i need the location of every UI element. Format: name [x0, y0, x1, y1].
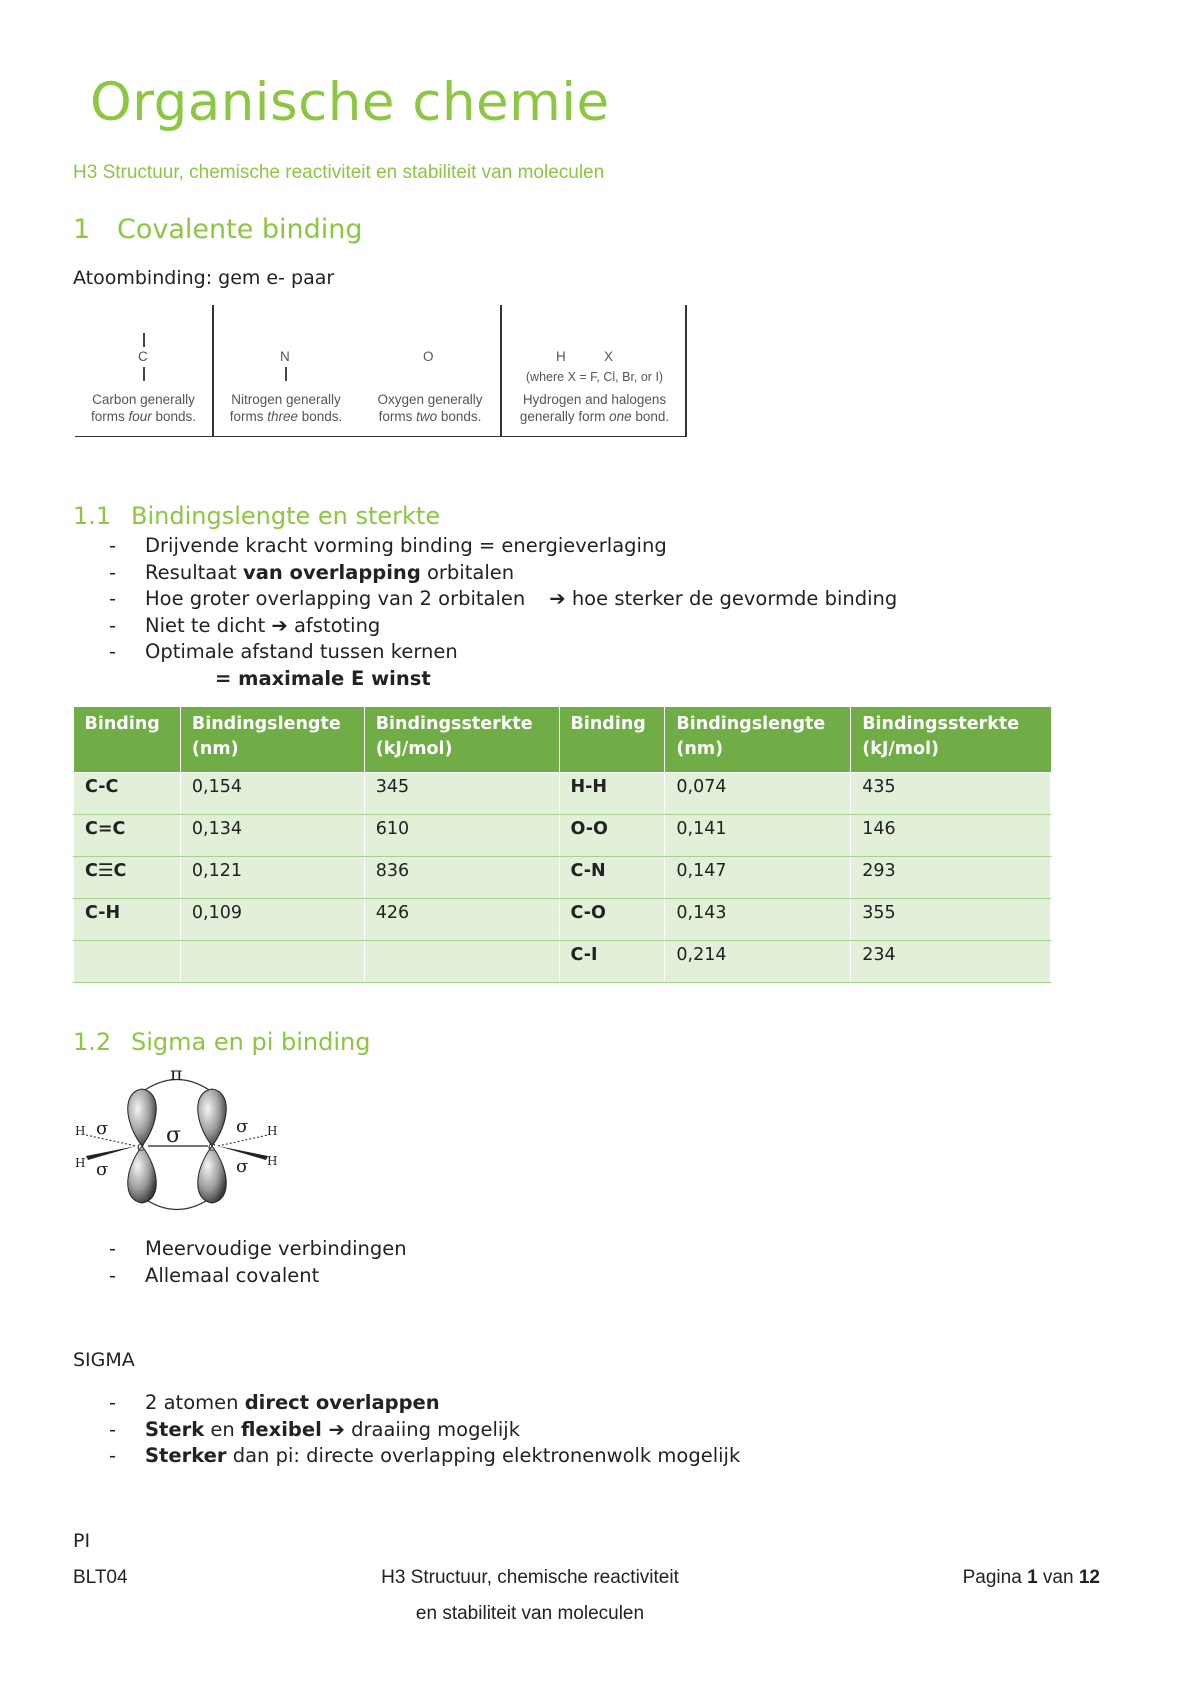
section-1-heading	[73, 214, 363, 245]
table-cell: 146	[851, 815, 1051, 857]
table-cell: 345	[364, 773, 559, 815]
column-header: Bindingslengte (nm)	[665, 707, 851, 773]
table-cell: 0,141	[665, 815, 851, 857]
table-row	[74, 773, 1051, 815]
table-row	[74, 899, 1051, 941]
list-item: - Drijvende kracht vorming binding = energieverlaging	[109, 534, 667, 557]
sigma-heading: SIGMA	[73, 1349, 135, 1371]
nitrogen-caption: Nitrogen generally forms three bonds.	[229, 392, 343, 424]
table-cell: C-I	[559, 941, 665, 983]
pi-bond-arc	[142, 1197, 212, 1210]
table-cell: 426	[364, 899, 559, 941]
bond-count-figure	[75, 305, 687, 437]
column-header: Binding	[74, 707, 181, 773]
table-cell: O-O	[559, 815, 665, 857]
sigma-pi-orbital-figure	[72, 1062, 292, 1222]
list-item: - Hoe groter overlapping van 2 orbitalen ➔ hoe sterker de gevormde binding	[109, 587, 898, 610]
section-title: Bindingslengte en sterkte	[131, 502, 441, 530]
footer-chapter-title: H3 Structuur, chemische reactiviteit en stabiliteit van moleculen	[381, 1567, 679, 1624]
table-cell: 355	[851, 899, 1051, 941]
document-title: Organische chemie	[90, 72, 610, 133]
table-cell	[74, 941, 181, 983]
hydrogen-label: H	[267, 1124, 278, 1138]
list-item: - Resultaat van overlapping orbitalen	[109, 560, 515, 584]
nitrogen-panel	[214, 305, 358, 432]
p-orbital-lobe	[128, 1146, 157, 1203]
section-number: 1.2	[73, 1028, 112, 1056]
list-item: - Allemaal covalent	[109, 1263, 320, 1287]
halogen-panel	[502, 305, 687, 432]
table-cell: C-O	[559, 899, 665, 941]
halogen-note: (where X = F, Cl, Br, or I)	[525, 370, 664, 384]
sigma-label: σ	[166, 1123, 182, 1148]
section-1-2-heading	[73, 1028, 370, 1056]
arrow-icon: ➔	[271, 613, 288, 637]
list-item: - Meervoudige verbindingen	[109, 1237, 407, 1260]
p-orbital-lobe	[198, 1146, 227, 1203]
p-orbital-lobe	[128, 1089, 157, 1146]
table-cell: 0,154	[180, 773, 364, 815]
arrow-icon: ➔	[549, 587, 566, 610]
table-cell: 0,134	[180, 815, 364, 857]
table-cell: 610	[364, 815, 559, 857]
list-item: - Sterk en flexibel ➔ draaiing mogelijk	[109, 1417, 521, 1441]
table-cell: 836	[364, 857, 559, 899]
list-item: - Niet te dicht ➔ afstoting	[109, 613, 381, 637]
table-header-row	[74, 707, 1051, 773]
column-header: Bindingslengte (nm)	[180, 707, 364, 773]
table-cell	[364, 941, 559, 983]
table-cell: 0,214	[665, 941, 851, 983]
halogen-atom: X	[604, 349, 614, 364]
bond-bullets	[73, 533, 1073, 692]
list-item: - 2 atomen direct overlappen	[109, 1391, 440, 1414]
multiple-bond-bullets	[73, 1236, 973, 1289]
footer-course-code: BLT04	[73, 1567, 128, 1588]
column-header: Binding	[559, 707, 665, 773]
arrow-icon: ➔	[321, 1417, 345, 1441]
table-cell: 0,121	[180, 857, 364, 899]
table-row	[74, 941, 1051, 983]
oxygen-caption: Oxygen generally forms two bonds.	[377, 392, 483, 424]
table-cell: 435	[851, 773, 1051, 815]
document-subtitle: H3 Structuur, chemische reactiviteit en stabiliteit van moleculen	[73, 162, 605, 183]
sigma-bullets	[73, 1390, 1073, 1470]
table-cell	[180, 941, 364, 983]
sigma-label: σ	[236, 1116, 249, 1137]
table-cell: 0,074	[665, 773, 851, 815]
table-cell: 0,143	[665, 899, 851, 941]
section-number: 1.1	[73, 502, 112, 530]
table-row	[74, 815, 1051, 857]
footer-page-number: Pagina 1 van 12	[962, 1567, 1100, 1588]
hydrogen-atom: H	[556, 349, 566, 364]
bond-table	[73, 707, 1051, 983]
hydrogen-label: H	[75, 1156, 86, 1170]
table-cell: 234	[851, 941, 1051, 983]
carbon-caption: Carbon generally forms four bonds.	[90, 392, 197, 424]
column-header: Bindingssterkte (kJ/mol)	[851, 707, 1051, 773]
table-cell: 0,147	[665, 857, 851, 899]
nitrogen-atom: N	[280, 349, 290, 364]
hydrogen-label: H	[75, 1124, 86, 1138]
column-header: Bindingssterkte (kJ/mol)	[364, 707, 559, 773]
sigma-label: σ	[96, 1159, 109, 1180]
list-item-continuation: = maximale E winst	[215, 666, 431, 690]
table-cell: 0,109	[180, 899, 364, 941]
list-item: - Sterker dan pi: directe overlapping elektronenwolk mogelijk	[109, 1444, 741, 1467]
pi-label: π	[170, 1063, 183, 1085]
oxygen-atom: O	[423, 349, 434, 364]
pi-heading: PI	[73, 1530, 91, 1552]
list-item: - Optimale afstand tussen kernen	[109, 640, 458, 663]
sigma-label: σ	[236, 1156, 249, 1177]
table-cell: C-H	[74, 899, 181, 941]
carbon-label: C	[208, 1143, 216, 1154]
section-title: Covalente binding	[117, 214, 363, 245]
table-cell: C=C	[74, 815, 181, 857]
table-row	[74, 857, 1051, 899]
section-1-intro: Atoombinding: gem e- paar	[73, 267, 335, 289]
wedge-bond	[86, 1146, 136, 1160]
hydrogen-label: H	[267, 1154, 278, 1168]
carbon-atom: C	[138, 349, 148, 364]
table-cell: C-C	[74, 773, 181, 815]
table-cell: H-H	[559, 773, 665, 815]
section-1-1-heading	[73, 502, 440, 530]
section-number: 1	[73, 214, 91, 245]
table-cell: C-N	[559, 857, 665, 899]
oxygen-panel	[360, 305, 500, 432]
section-title: Sigma en pi binding	[131, 1028, 371, 1056]
sigma-label: σ	[96, 1118, 109, 1139]
carbon-panel	[75, 305, 212, 432]
table-cell: 293	[851, 857, 1051, 899]
carbon-label: C	[137, 1143, 145, 1154]
table-cell: C☰C	[74, 857, 181, 899]
p-orbital-lobe	[198, 1089, 227, 1146]
hashed-bond	[86, 1135, 136, 1146]
halogen-caption: Hydrogen and halogens generally form one bond.	[519, 392, 670, 424]
